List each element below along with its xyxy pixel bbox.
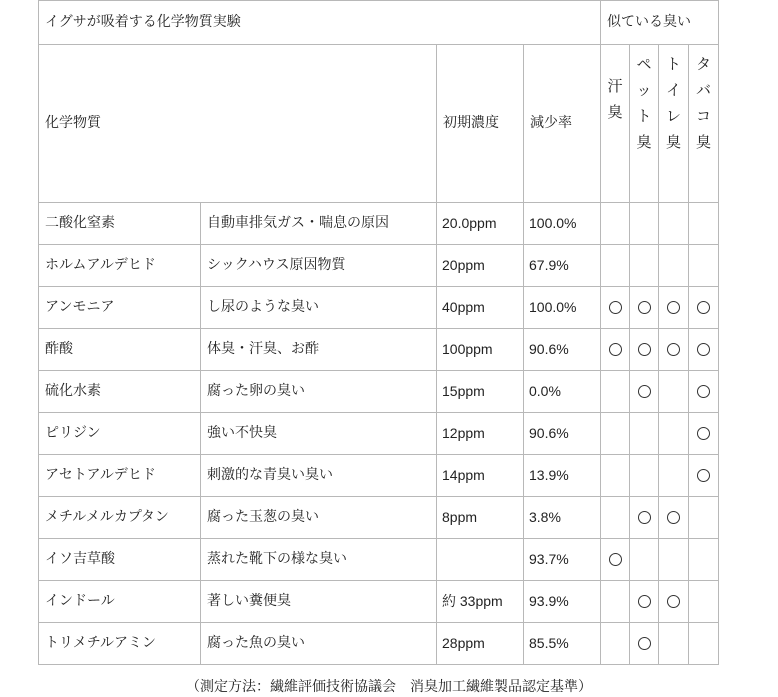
smell-mark-cell bbox=[601, 371, 630, 413]
chemical-name: 酢酸 bbox=[39, 329, 201, 371]
chemical-absorption-table bbox=[38, 0, 719, 665]
smell-mark-cell bbox=[659, 581, 689, 623]
smell-mark-cell bbox=[659, 329, 689, 371]
circle-mark-icon bbox=[638, 637, 651, 650]
chemical-description: し尿のような臭い bbox=[201, 287, 437, 329]
chemical-description: 腐った魚の臭い bbox=[201, 623, 437, 665]
smell-mark-cell bbox=[601, 623, 630, 665]
table-row bbox=[39, 203, 719, 245]
circle-mark-icon bbox=[697, 301, 710, 314]
chemical-name: アセトアルデヒド bbox=[39, 455, 201, 497]
chemical-description: 蒸れた靴下の様な臭い bbox=[201, 539, 437, 581]
smell-mark-cell bbox=[689, 203, 719, 245]
reduction-rate: 0.0% bbox=[524, 371, 601, 413]
smell-mark-cell bbox=[630, 371, 659, 413]
reduction-rate: 100.0% bbox=[524, 203, 601, 245]
smell-mark-cell bbox=[659, 203, 689, 245]
reduction-rate: 90.6% bbox=[524, 413, 601, 455]
chemical-name: インドール bbox=[39, 581, 201, 623]
chemical-description: 腐った卵の臭い bbox=[201, 371, 437, 413]
smell-mark-cell bbox=[659, 623, 689, 665]
initial-concentration: 28ppm bbox=[437, 623, 524, 665]
smell-mark-cell bbox=[659, 245, 689, 287]
header-row bbox=[39, 45, 719, 203]
circle-mark-icon bbox=[667, 343, 680, 356]
chemical-name: トリメチルアミン bbox=[39, 623, 201, 665]
circle-mark-icon bbox=[609, 343, 622, 356]
smell-mark-cell bbox=[689, 287, 719, 329]
smell-mark-cell bbox=[601, 329, 630, 371]
circle-mark-icon bbox=[667, 595, 680, 608]
chemical-description: 自動車排気ガス・喘息の原因 bbox=[201, 203, 437, 245]
table-row bbox=[39, 329, 719, 371]
table-row bbox=[39, 623, 719, 665]
chemical-name: 硫化水素 bbox=[39, 371, 201, 413]
chemical-description: シックハウス原因物質 bbox=[201, 245, 437, 287]
footnote: （測定方法：繊維評価技術協議会 消臭加工繊維製品認定基準） bbox=[186, 679, 592, 695]
table-row bbox=[39, 413, 719, 455]
smell-mark-cell bbox=[601, 203, 630, 245]
initial-concentration: 20ppm bbox=[437, 245, 524, 287]
initial-concentration: 40ppm bbox=[437, 287, 524, 329]
reduction-rate: 67.9% bbox=[524, 245, 601, 287]
chemical-name: イソ吉草酸 bbox=[39, 539, 201, 581]
circle-mark-icon bbox=[638, 343, 651, 356]
initial-concentration bbox=[437, 539, 524, 581]
table-row bbox=[39, 497, 719, 539]
header-chemical: 化学物質 bbox=[39, 45, 437, 203]
chemical-name: ホルムアルデヒド bbox=[39, 245, 201, 287]
circle-mark-icon bbox=[638, 385, 651, 398]
smell-mark-cell bbox=[601, 581, 630, 623]
smell-mark-cell bbox=[689, 581, 719, 623]
header-smell-tobacco bbox=[689, 45, 719, 203]
title-row bbox=[39, 1, 719, 45]
table-row bbox=[39, 287, 719, 329]
reduction-rate: 3.8% bbox=[524, 497, 601, 539]
smell-mark-cell bbox=[601, 539, 630, 581]
smell-mark-cell bbox=[601, 287, 630, 329]
header-smell-toilet bbox=[659, 45, 689, 203]
smell-mark-cell bbox=[601, 497, 630, 539]
smell-mark-cell bbox=[689, 455, 719, 497]
reduction-rate: 100.0% bbox=[524, 287, 601, 329]
smell-mark-cell bbox=[659, 287, 689, 329]
reduction-rate: 85.5% bbox=[524, 623, 601, 665]
circle-mark-icon bbox=[638, 511, 651, 524]
smell-mark-cell bbox=[689, 623, 719, 665]
smell-mark-cell bbox=[630, 329, 659, 371]
table-title: イグサが吸着する化学物質実験 bbox=[39, 1, 601, 45]
header-reduction: 減少率 bbox=[524, 45, 601, 203]
smell-mark-cell bbox=[630, 539, 659, 581]
smell-label: ペット臭 bbox=[636, 55, 652, 151]
smell-mark-cell bbox=[659, 455, 689, 497]
smell-mark-cell bbox=[601, 245, 630, 287]
chemical-description: 刺激的な青臭い臭い bbox=[201, 455, 437, 497]
smell-mark-cell bbox=[630, 623, 659, 665]
table-row bbox=[39, 371, 719, 413]
smell-mark-cell bbox=[630, 581, 659, 623]
reduction-rate: 90.6% bbox=[524, 329, 601, 371]
smell-mark-cell bbox=[601, 455, 630, 497]
initial-concentration: 20.0ppm bbox=[437, 203, 524, 245]
circle-mark-icon bbox=[667, 511, 680, 524]
chemical-description: 腐った玉葱の臭い bbox=[201, 497, 437, 539]
initial-concentration: 8ppm bbox=[437, 497, 524, 539]
smell-label: トイレ臭 bbox=[666, 55, 682, 151]
chemical-name: アンモニア bbox=[39, 287, 201, 329]
chemical-description: 著しい糞便臭 bbox=[201, 581, 437, 623]
smell-mark-cell bbox=[630, 203, 659, 245]
smell-mark-cell bbox=[689, 539, 719, 581]
table-row bbox=[39, 455, 719, 497]
smell-mark-cell bbox=[659, 539, 689, 581]
smell-label: タバコ臭 bbox=[696, 55, 712, 151]
circle-mark-icon bbox=[638, 595, 651, 608]
table-row bbox=[39, 245, 719, 287]
table-row bbox=[39, 581, 719, 623]
circle-mark-icon bbox=[697, 385, 710, 398]
initial-concentration: 12ppm bbox=[437, 413, 524, 455]
chemical-name: ピリジン bbox=[39, 413, 201, 455]
header-concentration: 初期濃度 bbox=[437, 45, 524, 203]
circle-mark-icon bbox=[609, 301, 622, 314]
smell-mark-cell bbox=[659, 371, 689, 413]
initial-concentration: 100ppm bbox=[437, 329, 524, 371]
reduction-rate: 13.9% bbox=[524, 455, 601, 497]
smell-mark-cell bbox=[689, 497, 719, 539]
chemical-name: メチルメルカプタン bbox=[39, 497, 201, 539]
reduction-rate: 93.7% bbox=[524, 539, 601, 581]
smell-mark-cell bbox=[630, 287, 659, 329]
smell-mark-cell bbox=[630, 497, 659, 539]
chemical-name: 二酸化窒素 bbox=[39, 203, 201, 245]
circle-mark-icon bbox=[609, 553, 622, 566]
smell-mark-cell bbox=[689, 413, 719, 455]
chemical-description: 体臭・汗臭、お酢 bbox=[201, 329, 437, 371]
reduction-rate: 93.9% bbox=[524, 581, 601, 623]
circle-mark-icon bbox=[697, 427, 710, 440]
circle-mark-icon bbox=[697, 469, 710, 482]
smell-mark-cell bbox=[630, 455, 659, 497]
circle-mark-icon bbox=[697, 343, 710, 356]
table-row bbox=[39, 539, 719, 581]
initial-concentration: 15ppm bbox=[437, 371, 524, 413]
smell-mark-cell bbox=[659, 497, 689, 539]
smell-mark-cell bbox=[689, 329, 719, 371]
smell-mark-cell bbox=[630, 245, 659, 287]
smell-mark-cell bbox=[659, 413, 689, 455]
smell-group-header: 似ている臭い bbox=[601, 1, 719, 45]
header-smell-sweat bbox=[601, 45, 630, 203]
header-smell-pet bbox=[630, 45, 659, 203]
initial-concentration: 約 33ppm bbox=[437, 581, 524, 623]
smell-mark-cell bbox=[601, 413, 630, 455]
smell-mark-cell bbox=[689, 245, 719, 287]
circle-mark-icon bbox=[667, 301, 680, 314]
smell-label: 汗臭 bbox=[607, 77, 623, 121]
circle-mark-icon bbox=[638, 301, 651, 314]
initial-concentration: 14ppm bbox=[437, 455, 524, 497]
chemical-description: 強い不快臭 bbox=[201, 413, 437, 455]
smell-mark-cell bbox=[630, 413, 659, 455]
smell-mark-cell bbox=[689, 371, 719, 413]
